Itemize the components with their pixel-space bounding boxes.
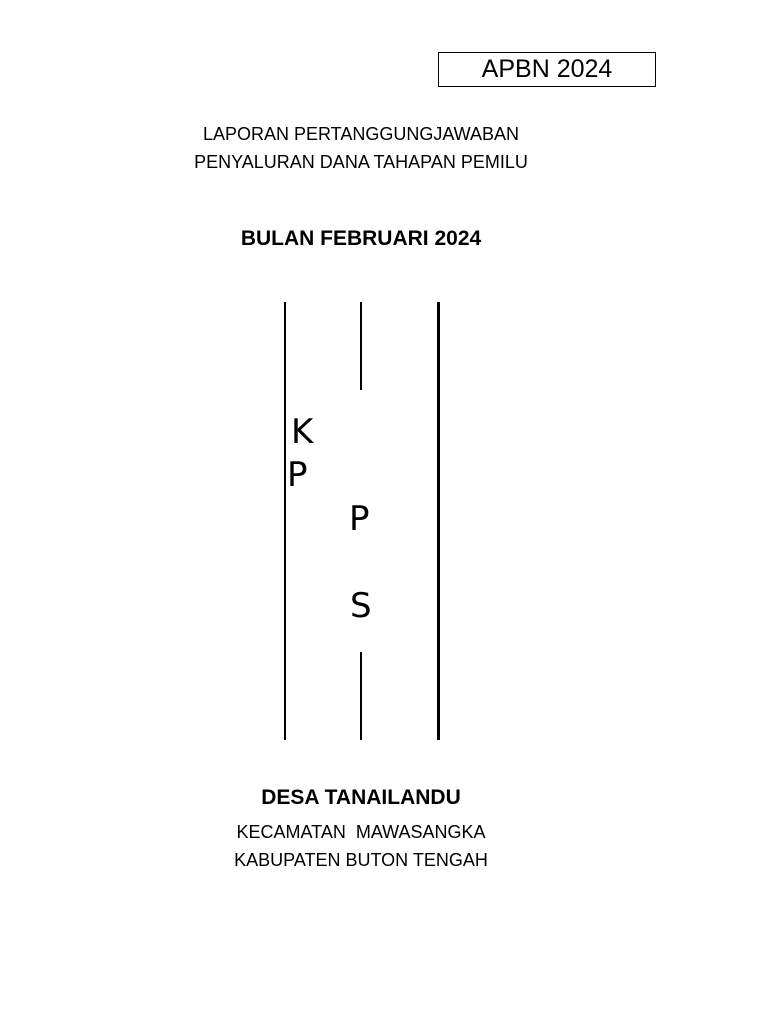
village-name: DESA TANAILANDU xyxy=(261,786,461,809)
emblem-middle-line-bottom xyxy=(360,652,362,740)
emblem-middle-line-top xyxy=(360,302,362,390)
report-title xyxy=(0,120,722,176)
emblem-letter-p-left: P xyxy=(287,455,308,495)
regency-name: KABUPATEN BUTON TENGAH xyxy=(234,850,488,870)
budget-label-box xyxy=(438,52,656,87)
report-period: BULAN FEBRUARI 2024 xyxy=(240,227,482,250)
report-title-line1: LAPORAN PERTANGGUNGJAWABAN xyxy=(202,124,520,144)
emblem-left-line xyxy=(284,302,286,740)
report-title-line2: PENYALURAN DANA TAHAPAN PEMILU xyxy=(194,152,528,172)
district-name: KECAMATAN MAWASANGKA xyxy=(236,822,486,842)
emblem-letter-p-center: P xyxy=(349,499,370,539)
region-info xyxy=(0,818,722,874)
emblem-letter-s: S xyxy=(350,586,372,626)
emblem-letter-k: K xyxy=(291,412,314,452)
emblem-right-line xyxy=(437,302,440,740)
budget-label: APBN 2024 xyxy=(481,55,613,83)
